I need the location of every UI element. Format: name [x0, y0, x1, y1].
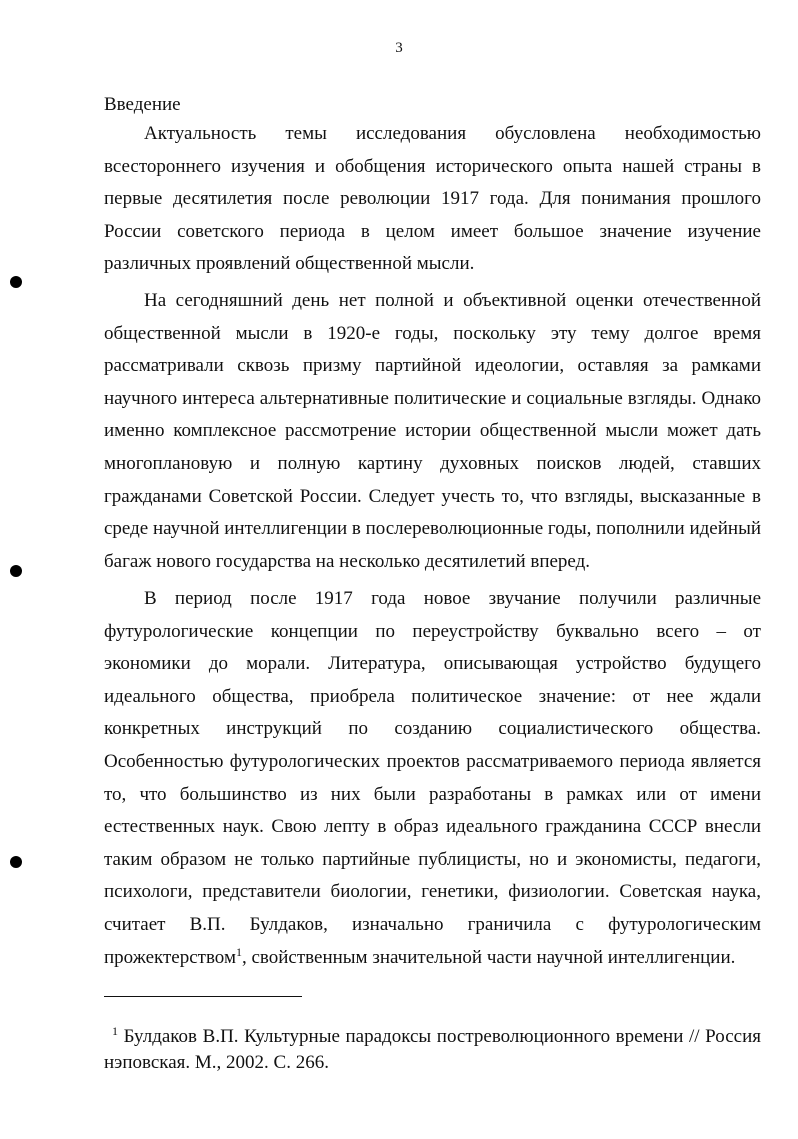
- footnote-divider: [104, 996, 302, 997]
- paragraph-1: [104, 118, 761, 281]
- footnote-reference[interactable]: 1: [235, 944, 242, 959]
- binder-hole-bottom: [10, 856, 22, 868]
- binder-hole-middle: [10, 565, 22, 577]
- paragraph-2-text: На сегодняшний день нет полной и объективной оценки отечественной общественной мысли в 1920-е годы, поскольку эту тему долгое время рассматривали сквозь призму партийной идеологии, оставляя за рамками научного интереса альтернативные политические и социальные взгляды. Однако именно комплексное рассмотрение истории общественной мысли может дать многоплановую и полную картину духовных поисков людей, ставших гражданами Советской России. Следует учесть то, что взгляды, высказанные в среде научной интеллигенции в послереволюционные годы, пополнили идейный багаж нового государства на несколько десятилетий вперед.: [104, 290, 761, 572]
- paragraph-3-tail: , свойственным значительной части научной интеллигенции.: [241, 946, 736, 968]
- page-number: 3: [395, 40, 403, 56]
- binder-hole-top: [10, 276, 22, 288]
- paragraph-1-text: Актуальность темы исследования обусловлена необходимостью всестороннего изучения и обобщения исторического опыта нашей страны в первые десятилетия после революции 1917 года. Для понимания прошлого России советского периода в целом имеет большое значение изучение различных проявлений общественной мысли.: [104, 123, 761, 275]
- paragraph-3: [104, 583, 761, 974]
- footnote-text: Булдаков В.П. Культурные парадоксы постреволюционного времени // Россия нэповская. М., 2002. С. 266.: [104, 1026, 761, 1073]
- footnote-number: 1: [112, 1024, 118, 1038]
- paragraph-3-text: В период после 1917 года новое звучание получили различные футурологические концепции по переустройству буквально всего – от экономики до морали. Литература, описывающая устройство будущего идеального общества, приобрела политическое значение: от нее ждали конкретных инструкций по созданию социалистического общества. Особенностью футурологических проектов рассматриваемого периода является то, что большинство из них были разработаны в рамках или от имени естественных наук. Свою лепту в образ идеального гражданина СССР внесли таким образом не только партийные публицисты, но и экономисты, педагоги, психологи, представители биологии, генетики, физиологии. Советская наука, считает В.П. Булдаков, изначально граничила с футурологическим прожектерством: [104, 588, 761, 968]
- footnote: [104, 1024, 761, 1076]
- paragraph-2: [104, 285, 761, 578]
- section-heading: Введение: [104, 94, 181, 115]
